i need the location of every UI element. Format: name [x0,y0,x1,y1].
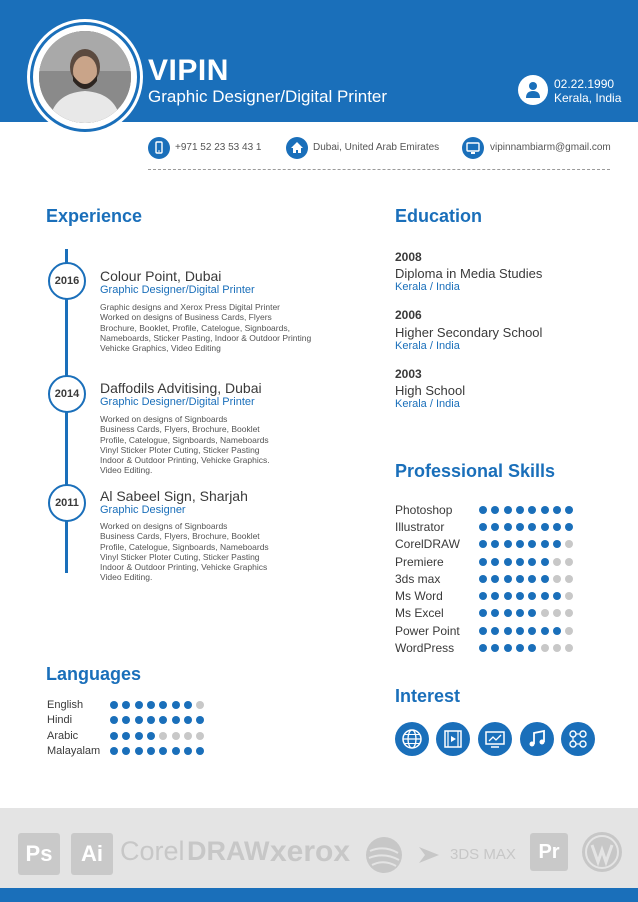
rating-dot-filled [516,540,524,548]
rating-dot-empty [184,732,192,740]
network-icon [561,722,595,756]
footer-bar [0,888,638,902]
education-heading: Education [395,206,483,226]
rating-dot-filled [491,644,499,652]
rating-dot-filled [147,747,155,755]
3ds-max-icon [416,842,442,868]
rating-dot-filled [553,592,561,600]
rating-dot-filled [196,716,204,724]
job-description: Worked on designs of Signboards Business Cards, Flyers, Brochure, Booklet Profile, Catelogue, Signboards, Nameboards Vinyl Sticker Ploter Cuting, Sticker Pasting Indoor & Outdoor Printing, Vehicke Graphics Video Editing. [100,521,269,583]
coreldraw-logo-corel: Corel [120,836,185,866]
rating-dot-filled [491,627,499,635]
job-year: 2011 [55,497,79,509]
address-text: Dubai, United Arab Emirates [313,142,440,153]
rating-dot-filled [135,716,143,724]
rating-dot-filled [516,575,524,583]
language-name: Hindi [47,714,73,726]
rating-dot-empty [553,558,561,566]
monitor-icon [462,137,484,159]
person-icon [518,75,548,105]
rating-dot-filled [541,506,549,514]
rating-dot-filled [147,716,155,724]
job-title: Graphic Designer [100,504,186,516]
rating-dot-filled [516,558,524,566]
skill-name: CorelDRAW [395,537,460,551]
rating-dot-filled [172,716,180,724]
rating-dot-filled [528,540,536,548]
rating-dot-filled [541,627,549,635]
rating-dot-filled [479,644,487,652]
education-place: Kerala / India [395,398,460,410]
rating-dot-filled [110,701,118,709]
rating-dot-empty [196,701,204,709]
rating-dot-filled [479,592,487,600]
profile-photo [39,31,131,123]
rating-dot-filled [541,575,549,583]
education-degree: Diploma in Media Studies [395,266,543,281]
job-company: Al Sabeel Sign, Sharjah [100,488,248,504]
email-text[interactable]: vipinnambiarm@gmail.com [490,142,611,153]
rating-dot-filled [565,523,573,531]
rating-dot-filled [528,558,536,566]
skill-name: Premiere [395,555,444,569]
rating-dot-filled [184,747,192,755]
rating-dot-empty [196,732,204,740]
rating-dot-empty [553,644,561,652]
job-description: Worked on designs of Signboards Business Cards, Flyers, Brochure, Booklet Profile, Catelogue, Signboards, Nameboards Vinyl Sticker Ploter Cuting, Sticker Pasting Indoor & Outdoor Printing, Vehicke Graphics. Video Editing. [100,414,270,476]
coreldraw-logo-draw: DRAW [187,836,270,866]
timeline-node [48,484,86,522]
rating-dot-filled [516,506,524,514]
rating-dot-filled [504,506,512,514]
rating-dot-filled [491,540,499,548]
film-icon [436,722,470,756]
rating-dot-filled [184,701,192,709]
birth-date: 02.22.1990 [554,77,615,91]
rating-dot-filled [122,747,130,755]
rating-dot-filled [491,506,499,514]
rating-dot-filled [541,558,549,566]
rating-dot-filled [528,592,536,600]
person-name: VIPIN [148,54,229,87]
rating-dot-filled [541,540,549,548]
interest-heading: Interest [395,686,461,706]
rating-dot-filled [491,558,499,566]
rating-dot-empty [565,627,573,635]
education-year: 2008 [395,250,422,264]
rating-dot-filled [553,540,561,548]
rating-dot-filled [504,523,512,531]
rating-dot-empty [541,609,549,617]
rating-dot-filled [479,627,487,635]
job-description: Graphic designs and Xerox Press Digital Printer Worked on designs of Business Cards, Flyers Brochure, Booklet, Profile, Catelogue, Signboards, Nameboards, Sticker Pasting, Indoor & Outdoor Printing Vehicke Graphics, Video Editing [100,302,312,354]
timeline-node [48,375,86,413]
education-degree: High School [395,383,466,398]
languages-heading: Languages [46,664,142,684]
rating-dot-filled [491,592,499,600]
job-title: Graphic Designer/Digital Printer [100,284,255,296]
divider [148,169,610,170]
language-name: English [47,699,84,711]
education-place: Kerala / India [395,340,460,352]
rating-dot-empty [565,644,573,652]
rating-dot-filled [159,716,167,724]
rating-dot-filled [504,627,512,635]
skill-name: Illustrator [395,520,445,534]
rating-dot-filled [528,575,536,583]
rating-dot-empty [565,540,573,548]
rating-dot-filled [504,592,512,600]
rating-dot-filled [491,609,499,617]
rating-dot-empty [172,732,180,740]
rating-dot-filled [528,506,536,514]
rating-dot-filled [528,627,536,635]
rating-dot-filled [528,644,536,652]
birth-place: Kerala, India [554,91,622,105]
skill-name: WordPress [395,641,455,655]
rating-dot-filled [135,732,143,740]
experience-heading: Experience [46,206,143,226]
xerox-sphere-icon [364,835,404,875]
rating-dot-filled [110,747,118,755]
rating-dot-filled [504,540,512,548]
rating-dot-filled [541,592,549,600]
rating-dot-filled [553,506,561,514]
rating-dot-filled [479,558,487,566]
rating-dot-empty [565,575,573,583]
rating-dot-filled [528,523,536,531]
rating-dot-filled [504,644,512,652]
rating-dot-filled [528,609,536,617]
software-logos-footer [0,808,638,888]
education-place: Kerala / India [395,281,460,293]
music-icon [520,722,554,756]
rating-dot-filled [135,747,143,755]
job-year: 2016 [54,275,80,287]
rating-dot-filled [159,701,167,709]
premiere-logo: Pr [530,833,568,871]
rating-dot-filled [504,609,512,617]
home-icon [286,137,308,159]
person-role: Graphic Designer/Digital Printer [148,87,388,106]
monitor-chart-icon [478,722,512,756]
rating-dot-filled [122,732,130,740]
rating-dot-empty [553,575,561,583]
education-degree: Higher Secondary School [395,325,543,340]
rating-dot-filled [479,609,487,617]
job-company: Colour Point, Dubai [100,268,222,284]
rating-dot-empty [565,558,573,566]
rating-dot-filled [172,747,180,755]
skill-name: Power Point [395,624,460,638]
rating-dot-empty [541,644,549,652]
xerox-logo: xerox [270,835,351,868]
skill-name: 3ds max [395,572,441,586]
rating-dot-empty [565,592,573,600]
skills-heading: Professional Skills [395,461,556,481]
rating-dot-empty [159,732,167,740]
phone-icon [148,137,170,159]
rating-dot-filled [479,575,487,583]
rating-dot-filled [516,644,524,652]
rating-dot-filled [504,558,512,566]
rating-dot-filled [184,716,192,724]
rating-dot-filled [553,627,561,635]
rating-dot-filled [110,716,118,724]
wordpress-logo [580,830,624,874]
rating-dot-filled [553,523,561,531]
rating-dot-filled [504,575,512,583]
rating-dot-empty [553,609,561,617]
phone-text: +971 52 23 53 43 1 [175,142,262,153]
education-year: 2003 [395,367,422,381]
skill-name: Photoshop [395,503,453,517]
rating-dot-filled [516,523,524,531]
illustrator-logo: Ai [71,833,113,875]
rating-dot-filled [122,716,130,724]
rating-dot-filled [479,506,487,514]
job-year: 2014 [54,388,80,400]
job-title: Graphic Designer/Digital Printer [100,396,255,408]
rating-dot-filled [196,747,204,755]
rating-dot-filled [491,523,499,531]
rating-dot-filled [516,609,524,617]
language-name: Arabic [47,730,79,742]
rating-dot-filled [110,732,118,740]
language-name: Malayalam [47,745,101,757]
rating-dot-filled [122,701,130,709]
rating-dot-filled [565,506,573,514]
globe-icon [395,722,429,756]
rating-dot-filled [479,540,487,548]
rating-dot-filled [541,523,549,531]
rating-dot-filled [147,732,155,740]
job-company: Daffodils Advitising, Dubai [100,380,262,396]
rating-dot-filled [159,747,167,755]
skill-name: Ms Word [395,589,443,603]
rating-dot-filled [172,701,180,709]
rating-dot-filled [516,627,524,635]
profile-photo-frame [30,22,140,132]
timeline-node [48,262,86,300]
rating-dot-filled [479,523,487,531]
rating-dot-filled [135,701,143,709]
photoshop-logo: Ps [18,833,60,875]
skill-name: Ms Excel [395,606,444,620]
rating-dot-filled [147,701,155,709]
rating-dot-filled [491,575,499,583]
education-year: 2006 [395,308,422,322]
rating-dot-empty [565,609,573,617]
rating-dot-filled [516,592,524,600]
3ds-max-logo: 3DS MAX [450,846,516,863]
